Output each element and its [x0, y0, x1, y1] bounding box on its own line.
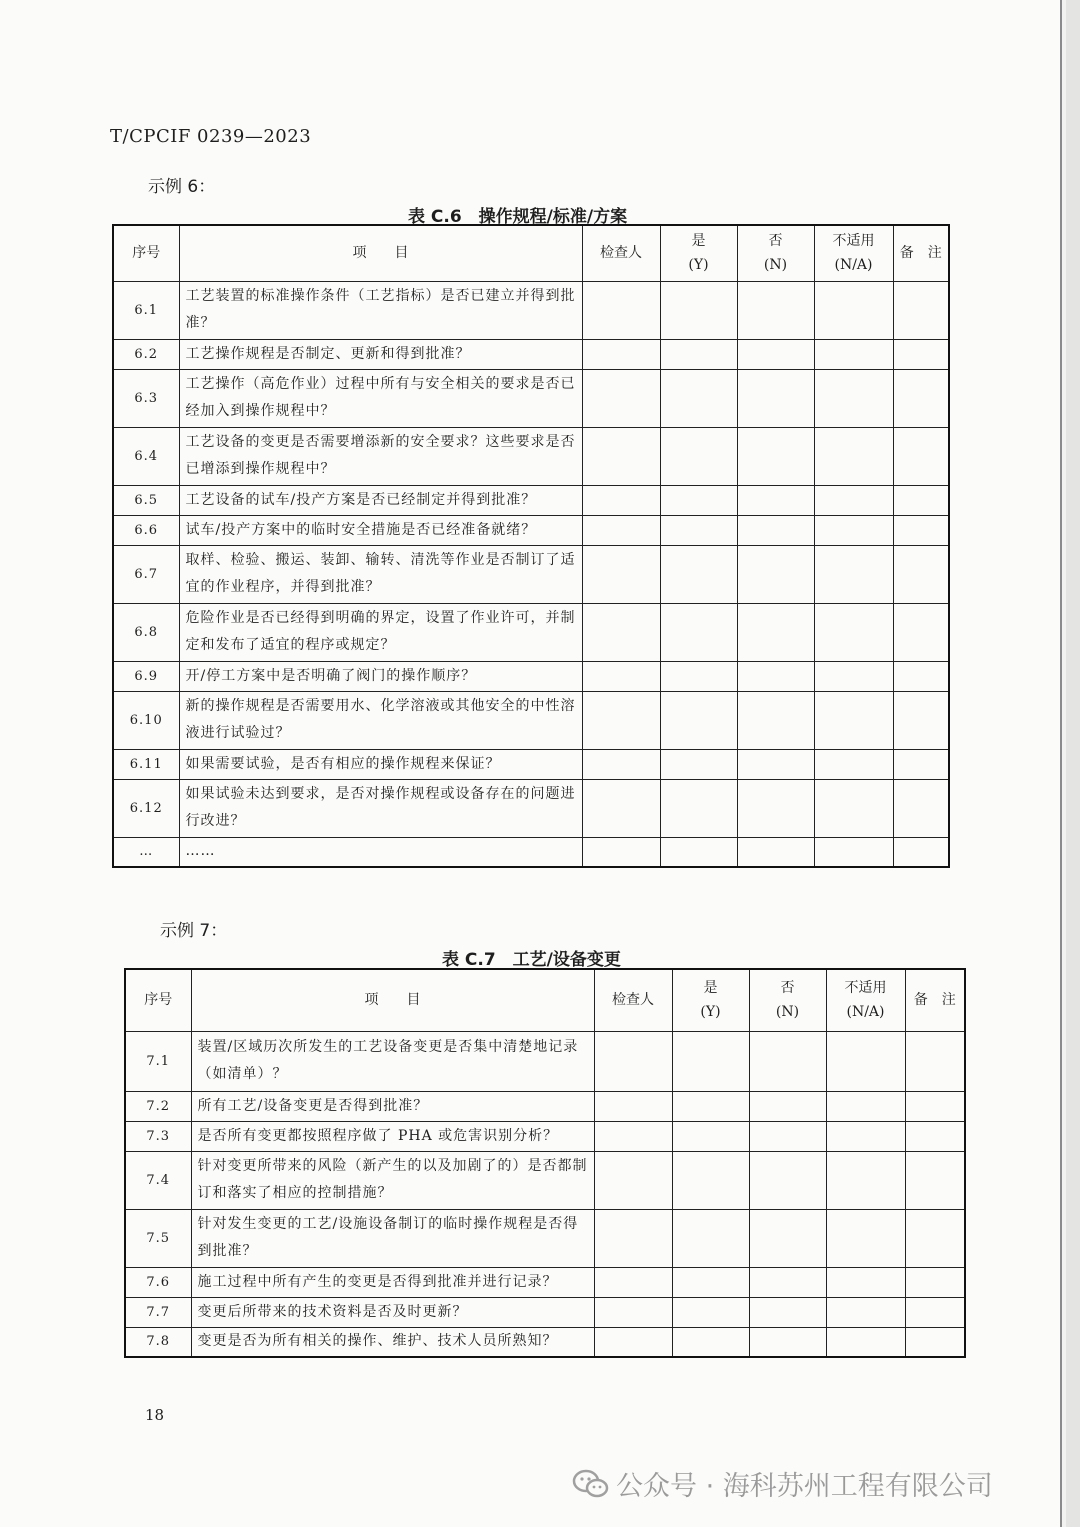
row-number: 7.5 [125, 1209, 191, 1267]
row-item-text: 新的操作规程是否需要用水、化学溶液或其他安全的中性溶液进行试验过？ [179, 691, 582, 749]
row-number: 6.8 [113, 603, 179, 661]
remark-cell[interactable] [893, 339, 949, 369]
no-cell[interactable] [749, 1327, 826, 1357]
header-no [737, 225, 814, 281]
watermark-text: 公众号 · 海科苏州工程有限公司 [616, 1471, 993, 1502]
row-item-text: …… [179, 837, 582, 867]
no-cell[interactable] [737, 749, 814, 779]
yes-cell[interactable] [660, 281, 737, 339]
remark-cell[interactable] [905, 1209, 965, 1267]
remark-cell[interactable] [905, 1031, 965, 1091]
na-cell[interactable] [814, 339, 893, 369]
table-c6-caption: 表 C.6 操作规程/标准/方案 [408, 207, 628, 227]
na-cell[interactable] [826, 1091, 905, 1121]
inspector-cell[interactable] [594, 1121, 672, 1151]
row-item-text: 取样、检验、搬运、装卸、输转、清洗等作业是否制订了适宜的作业程序，并得到批准？ [179, 545, 582, 603]
table-row [113, 691, 949, 749]
remark-cell[interactable] [893, 485, 949, 515]
page-edge [1060, 0, 1062, 1527]
remark-cell[interactable] [893, 603, 949, 661]
yes-cell[interactable] [672, 1091, 749, 1121]
row-item-text: 如果试验未达到要求，是否对操作规程或设备存在的问题进行改进？ [179, 779, 582, 837]
table-row [113, 779, 949, 837]
yes-cell[interactable] [660, 545, 737, 603]
yes-cell[interactable] [660, 603, 737, 661]
header-yes [672, 969, 749, 1031]
remark-cell[interactable] [905, 1267, 965, 1297]
yes-cell[interactable] [660, 749, 737, 779]
na-cell[interactable] [814, 779, 893, 837]
row-item-text: 变更是否为所有相关的操作、维护、技术人员所熟知？ [191, 1327, 594, 1357]
header-na-label: 不适用 [844, 980, 887, 997]
remark-cell[interactable] [893, 427, 949, 485]
row-number: 6.11 [113, 749, 179, 779]
yes-cell[interactable] [660, 779, 737, 837]
header-remark: 备 注 [905, 969, 965, 1031]
inspector-cell[interactable] [594, 1327, 672, 1357]
table-row [113, 339, 949, 369]
inspector-cell[interactable] [582, 661, 660, 691]
row-number: 7.3 [125, 1121, 191, 1151]
header-yes-code: (Y) [688, 257, 709, 274]
row-number: 7.6 [125, 1267, 191, 1297]
remark-cell[interactable] [893, 779, 949, 837]
na-cell[interactable] [814, 603, 893, 661]
header-na [814, 225, 893, 281]
page-number: 18 [145, 1406, 165, 1424]
yes-cell[interactable] [660, 515, 737, 545]
header-yes-label: 是 [703, 980, 718, 997]
header-na [826, 969, 905, 1031]
inspector-cell[interactable] [594, 1151, 672, 1209]
header-yes-code: (Y) [700, 1004, 721, 1021]
table-row [125, 1091, 965, 1121]
header-inspector: 检查人 [594, 969, 672, 1031]
no-cell[interactable] [749, 1267, 826, 1297]
header-inspector: 检查人 [582, 225, 660, 281]
row-item-text: 工艺装置的标准操作条件（工艺指标）是否已建立并得到批准？ [179, 281, 582, 339]
row-number: 6.7 [113, 545, 179, 603]
row-number: … [113, 837, 179, 867]
yes-cell[interactable] [672, 1209, 749, 1267]
row-item-text: 工艺操作（高危作业）过程中所有与安全相关的要求是否已经加入到操作规程中？ [179, 369, 582, 427]
remark-cell[interactable] [893, 837, 949, 867]
yes-cell[interactable] [660, 661, 737, 691]
yes-cell[interactable] [660, 691, 737, 749]
row-item-text: 装置/区域历次所发生的工艺设备变更是否集中清楚地记录（如清单）？ [191, 1031, 594, 1091]
header-no-label: 否 [768, 233, 783, 250]
table-row [113, 837, 949, 867]
inspector-cell[interactable] [582, 485, 660, 515]
remark-cell[interactable] [893, 369, 949, 427]
row-number: 6.4 [113, 427, 179, 485]
row-item-text: 所有工艺/设备变更是否得到批准？ [191, 1091, 594, 1121]
table-row [113, 281, 949, 339]
header-no-code: (N) [775, 1004, 800, 1021]
header-seq: 序号 [113, 225, 179, 281]
document-code: T/CPCIF 0239—2023 [110, 126, 312, 147]
remark-cell[interactable] [893, 281, 949, 339]
no-cell[interactable] [737, 485, 814, 515]
header-remark: 备 注 [893, 225, 949, 281]
no-cell[interactable] [737, 369, 814, 427]
inspector-cell[interactable] [582, 749, 660, 779]
row-number: 6.1 [113, 281, 179, 339]
header-no-code: (N) [763, 257, 788, 274]
row-number: 7.8 [125, 1327, 191, 1357]
na-cell[interactable] [814, 515, 893, 545]
no-cell[interactable] [749, 1121, 826, 1151]
row-number: 7.1 [125, 1031, 191, 1091]
no-cell[interactable] [749, 1091, 826, 1121]
na-cell[interactable] [826, 1151, 905, 1209]
remark-cell[interactable] [905, 1151, 965, 1209]
no-cell[interactable] [737, 281, 814, 339]
table-row [125, 1209, 965, 1267]
example-7-label: 示例 7： [160, 921, 228, 941]
inspector-cell[interactable] [582, 691, 660, 749]
remark-cell[interactable] [893, 691, 949, 749]
watermark [572, 1464, 993, 1503]
row-number: 6.2 [113, 339, 179, 369]
inspector-cell[interactable] [582, 603, 660, 661]
header-item: 项 目 [191, 969, 594, 1031]
yes-cell[interactable] [672, 1297, 749, 1327]
yes-cell[interactable] [660, 485, 737, 515]
table-header-row [125, 969, 965, 1031]
na-cell[interactable] [826, 1031, 905, 1091]
page-margin [1066, 0, 1080, 1527]
no-cell[interactable] [737, 779, 814, 837]
wechat-icon [572, 1469, 610, 1499]
example-6-label: 示例 6： [148, 177, 216, 197]
no-cell[interactable] [737, 515, 814, 545]
remark-cell[interactable] [893, 749, 949, 779]
table-row [113, 515, 949, 545]
inspector-cell[interactable] [594, 1091, 672, 1121]
table-row [113, 427, 949, 485]
inspector-cell[interactable] [582, 281, 660, 339]
row-number: 6.6 [113, 515, 179, 545]
remark-cell[interactable] [893, 661, 949, 691]
inspector-cell[interactable] [582, 515, 660, 545]
inspector-cell[interactable] [582, 427, 660, 485]
row-item-text: 施工过程中所有产生的变更是否得到批准并进行记录？ [191, 1267, 594, 1297]
row-item-text: 如果需要试验，是否有相应的操作规程来保证？ [179, 749, 582, 779]
remark-cell[interactable] [893, 515, 949, 545]
no-cell[interactable] [749, 1297, 826, 1327]
table-row [125, 1297, 965, 1327]
row-item-text: 开/停工方案中是否明确了阀门的操作顺序？ [179, 661, 582, 691]
header-na-label: 不适用 [832, 233, 875, 250]
row-number: 7.4 [125, 1151, 191, 1209]
yes-cell[interactable] [672, 1267, 749, 1297]
header-item: 项 目 [179, 225, 582, 281]
na-cell[interactable] [814, 369, 893, 427]
na-cell[interactable] [814, 749, 893, 779]
inspector-cell[interactable] [594, 1031, 672, 1091]
inspector-cell[interactable] [582, 837, 660, 867]
yes-cell[interactable] [672, 1121, 749, 1151]
na-cell[interactable] [826, 1267, 905, 1297]
remark-cell[interactable] [905, 1327, 965, 1357]
header-no [749, 969, 826, 1031]
header-na-code: (N/A) [834, 257, 873, 274]
na-cell[interactable] [814, 427, 893, 485]
na-cell[interactable] [826, 1297, 905, 1327]
na-cell[interactable] [814, 837, 893, 867]
yes-cell[interactable] [660, 369, 737, 427]
row-item-text: 危险作业是否已经得到明确的界定，设置了作业许可，并制定和发布了适宜的程序或规定？ [179, 603, 582, 661]
row-number: 6.9 [113, 661, 179, 691]
row-item-text: 针对发生变更的工艺/设施设备制订的临时操作规程是否得到批准？ [191, 1209, 594, 1267]
row-item-text: 工艺设备的试车/投产方案是否已经制定并得到批准？ [179, 485, 582, 515]
yes-cell[interactable] [660, 837, 737, 867]
row-number: 6.3 [113, 369, 179, 427]
no-cell[interactable] [737, 661, 814, 691]
inspector-cell[interactable] [594, 1267, 672, 1297]
no-cell[interactable] [737, 691, 814, 749]
na-cell[interactable] [814, 691, 893, 749]
table-c7 [124, 968, 966, 1358]
row-item-text: 试车/投产方案中的临时安全措施是否已经准备就绪？ [179, 515, 582, 545]
table-row [113, 749, 949, 779]
inspector-cell[interactable] [594, 1209, 672, 1267]
table-row [125, 1121, 965, 1151]
row-item-text: 是否所有变更都按照程序做了 PHA 或危害识别分析？ [191, 1121, 594, 1151]
no-cell[interactable] [749, 1209, 826, 1267]
no-cell[interactable] [737, 837, 814, 867]
table-row [125, 1151, 965, 1209]
no-cell[interactable] [737, 339, 814, 369]
na-cell[interactable] [826, 1121, 905, 1151]
na-cell[interactable] [814, 545, 893, 603]
yes-cell[interactable] [672, 1151, 749, 1209]
table-c7-caption: 表 C.7 工艺/设备变更 [442, 950, 621, 970]
na-cell[interactable] [814, 661, 893, 691]
row-number: 6.10 [113, 691, 179, 749]
na-cell[interactable] [814, 281, 893, 339]
no-cell[interactable] [737, 545, 814, 603]
row-item-text: 工艺操作规程是否制定、更新和得到批准？ [179, 339, 582, 369]
yes-cell[interactable] [660, 339, 737, 369]
row-item-text: 工艺设备的变更是否需要增添新的安全要求？这些要求是否已增添到操作规程中？ [179, 427, 582, 485]
row-number: 7.2 [125, 1091, 191, 1121]
table-header-row [113, 225, 949, 281]
inspector-cell[interactable] [582, 779, 660, 837]
inspector-cell[interactable] [582, 545, 660, 603]
table-row [113, 661, 949, 691]
no-cell[interactable] [737, 427, 814, 485]
header-seq: 序号 [125, 969, 191, 1031]
row-number: 6.12 [113, 779, 179, 837]
na-cell[interactable] [814, 485, 893, 515]
remark-cell[interactable] [905, 1121, 965, 1151]
na-cell[interactable] [826, 1209, 905, 1267]
remark-cell[interactable] [893, 545, 949, 603]
row-number: 7.7 [125, 1297, 191, 1327]
header-na-code: (N/A) [846, 1004, 885, 1021]
inspector-cell[interactable] [582, 339, 660, 369]
header-no-label: 否 [780, 980, 795, 997]
table-row [113, 369, 949, 427]
na-cell[interactable] [826, 1327, 905, 1357]
table-row [125, 1327, 965, 1357]
table-row [125, 1031, 965, 1091]
table-row [113, 603, 949, 661]
yes-cell[interactable] [660, 427, 737, 485]
header-yes [660, 225, 737, 281]
table-row [113, 485, 949, 515]
row-item-text: 变更后所带来的技术资料是否及时更新？ [191, 1297, 594, 1327]
header-yes-label: 是 [691, 233, 706, 250]
inspector-cell[interactable] [582, 369, 660, 427]
table-c6 [112, 224, 950, 868]
row-number: 6.5 [113, 485, 179, 515]
no-cell[interactable] [749, 1031, 826, 1091]
row-item-text: 针对变更所带来的风险（新产生的以及加剧了的）是否都制订和落实了相应的控制措施？ [191, 1151, 594, 1209]
yes-cell[interactable] [672, 1031, 749, 1091]
remark-cell[interactable] [905, 1297, 965, 1327]
table-row [125, 1267, 965, 1297]
inspector-cell[interactable] [594, 1297, 672, 1327]
table-row [113, 545, 949, 603]
no-cell[interactable] [749, 1151, 826, 1209]
no-cell[interactable] [737, 603, 814, 661]
remark-cell[interactable] [905, 1091, 965, 1121]
yes-cell[interactable] [672, 1327, 749, 1357]
